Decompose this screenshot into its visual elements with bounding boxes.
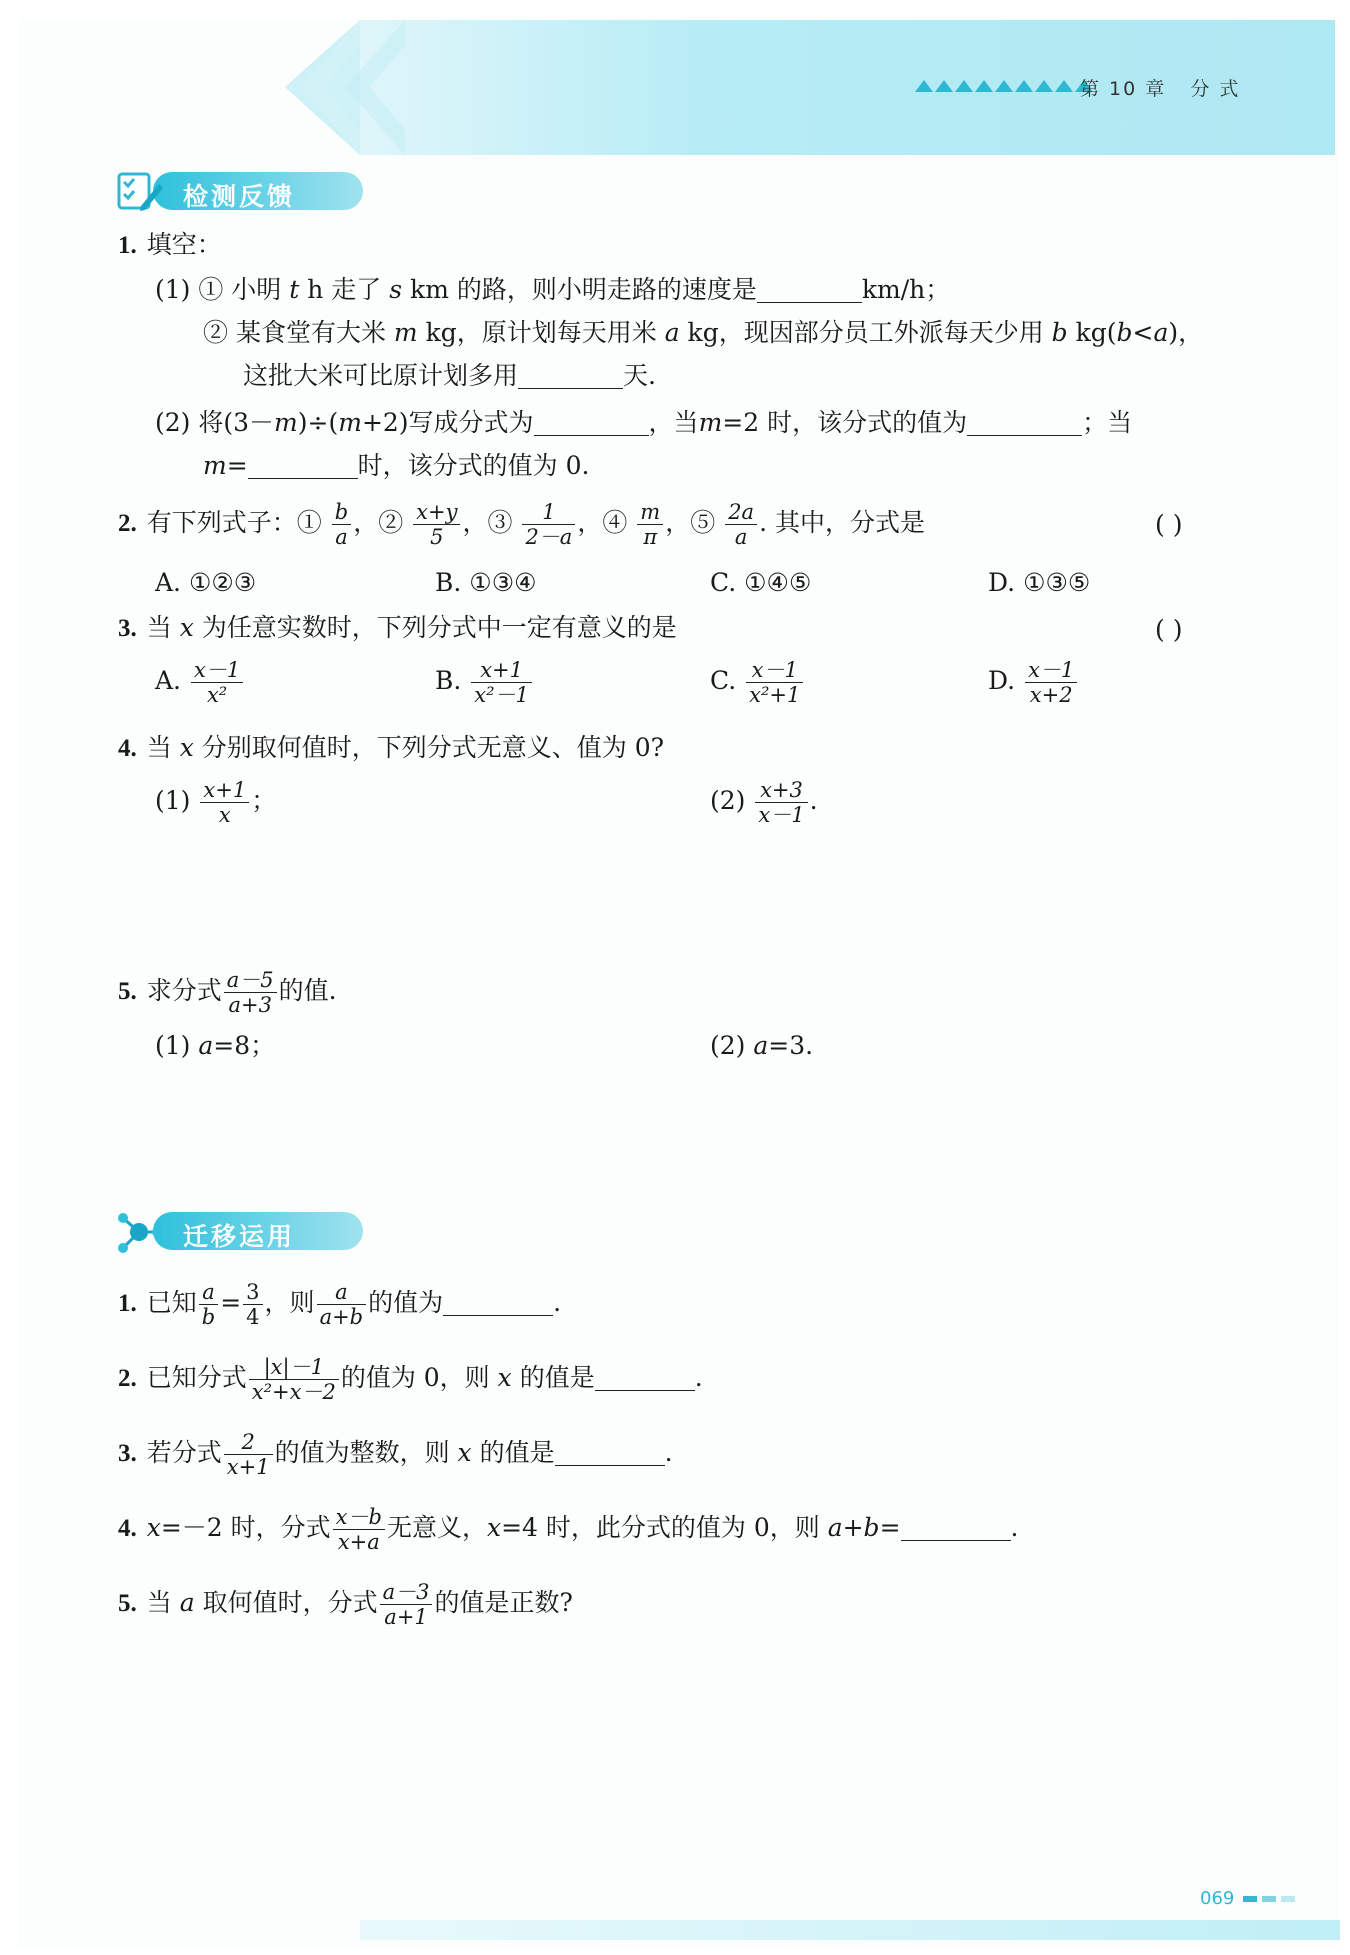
- fraction: [637, 500, 663, 549]
- text: km 的路，则小明走路的速度是: [402, 275, 757, 304]
- answer-blank[interactable]: [518, 363, 623, 389]
- text: kg，现因部分员工外派每天少用: [679, 318, 1044, 347]
- fraction: [200, 778, 249, 827]
- text: kg(: [1067, 318, 1117, 347]
- numerator: x－b: [333, 1505, 385, 1530]
- var: b: [1116, 318, 1133, 347]
- question-1-part-2: [155, 410, 1132, 436]
- answer-parentheses[interactable]: ( ): [1155, 510, 1183, 539]
- denominator: b: [201, 1305, 216, 1330]
- chapter-header: [1080, 74, 1240, 101]
- numerator: 2a: [725, 500, 757, 525]
- text: ，④: [577, 508, 628, 538]
- option-b[interactable]: [435, 570, 537, 595]
- text: ，则: [264, 1288, 315, 1318]
- text: 已知: [146, 1288, 197, 1318]
- var: a: [664, 318, 680, 347]
- text: .: [694, 1363, 703, 1393]
- fraction: [224, 1430, 273, 1479]
- denominator: x²+1: [749, 683, 801, 708]
- page-number: 069: [1200, 1888, 1235, 1909]
- var: m: [393, 318, 418, 347]
- fraction: [249, 1355, 339, 1404]
- var: s: [389, 275, 403, 304]
- text: 天.: [623, 361, 656, 390]
- text: 当: [146, 733, 172, 762]
- text: 的值为 0，则: [340, 1363, 490, 1393]
- answer-blank[interactable]: [901, 1515, 1011, 1541]
- denominator: x+2: [1029, 683, 1073, 708]
- numerator: a: [317, 1280, 367, 1305]
- var: t: [289, 275, 300, 304]
- text: 这批大米可比原计划多用: [243, 361, 519, 390]
- fraction: [413, 500, 460, 549]
- question-1: [118, 232, 222, 258]
- option-label: A.: [155, 666, 182, 696]
- var: a: [198, 1031, 214, 1060]
- text: km/h；: [861, 275, 951, 304]
- text: )，: [1168, 318, 1204, 347]
- text: <: [1132, 318, 1154, 347]
- var: a+b: [827, 1513, 880, 1543]
- numerator: x+3: [755, 778, 807, 803]
- text: 为任意实数时，下列分式中一定有意义的是: [201, 613, 677, 642]
- text: =－2 时，分式: [160, 1513, 331, 1543]
- option-b[interactable]: [435, 658, 534, 707]
- header-triangle-ornament: [915, 80, 1093, 92]
- fraction: [522, 500, 575, 549]
- text: 若分式: [146, 1438, 222, 1468]
- option-d[interactable]: [988, 658, 1079, 707]
- question-number: 3.: [118, 1440, 137, 1468]
- var: x: [179, 613, 194, 642]
- denominator: a: [734, 525, 748, 550]
- option-text: ①③⑤: [1023, 568, 1091, 597]
- question-1-part-1b: [203, 320, 1203, 345]
- text: (2): [710, 786, 746, 816]
- fraction: [332, 500, 351, 549]
- fraction: [380, 1580, 433, 1629]
- text: (2) 将(3－: [155, 408, 275, 437]
- denominator: 2－a: [525, 525, 573, 550]
- transfer-question-1: [118, 1280, 561, 1329]
- transfer-question-5: [118, 1580, 573, 1629]
- numerator: m: [637, 500, 663, 525]
- text: =4 时，此分式的值为 0，则: [501, 1513, 820, 1543]
- var: a: [179, 1588, 195, 1618]
- text: 分别取何值时，下列分式无意义、值为 0?: [201, 733, 665, 762]
- denominator: a: [335, 525, 348, 550]
- text: =8；: [213, 1031, 276, 1060]
- text: ①: [296, 508, 322, 538]
- text: ；: [251, 786, 277, 816]
- question-4: [118, 735, 664, 761]
- denominator: x+a: [337, 1530, 380, 1555]
- text: h 走了: [299, 275, 382, 304]
- text: ② 某食堂有大米: [203, 318, 386, 347]
- transfer-question-3: [118, 1430, 673, 1479]
- var: x: [146, 1513, 161, 1543]
- var: m: [274, 408, 298, 437]
- denominator: a+1: [384, 1605, 428, 1630]
- numerator: x－1: [1025, 658, 1077, 683]
- question-number: 1.: [118, 232, 137, 259]
- numerator: x+1: [200, 778, 249, 803]
- fraction: [725, 500, 757, 549]
- fraction: [317, 1280, 367, 1329]
- fraction: [755, 778, 807, 827]
- question-1-part-1c: [243, 363, 656, 389]
- denominator: 5: [430, 525, 444, 550]
- text: 已知分式: [146, 1363, 247, 1393]
- question-5: [118, 968, 337, 1017]
- arrow-decoration: [1243, 1896, 1257, 1902]
- question-stem: 有下列式子：: [146, 508, 297, 538]
- text: .: [553, 1288, 562, 1318]
- option-label: C.: [710, 666, 737, 696]
- text: (2): [710, 1031, 746, 1060]
- fraction: [199, 1280, 218, 1329]
- question-stem: 填空：: [146, 230, 222, 259]
- var: x: [457, 1438, 472, 1468]
- question-2: [118, 500, 925, 549]
- var: x: [497, 1363, 512, 1393]
- numerator: x+1: [471, 658, 532, 683]
- question-5-part-2: [710, 1033, 813, 1058]
- denominator: x: [218, 803, 231, 828]
- chapter-number: 第 10 章: [1080, 78, 1167, 100]
- text: . 其中，分式是: [759, 508, 925, 538]
- numerator: x－1: [191, 658, 243, 683]
- fraction: [191, 658, 243, 707]
- text: 无意义，: [386, 1513, 487, 1543]
- question-number: 1.: [118, 1290, 137, 1318]
- fraction: [333, 1505, 385, 1554]
- option-label: D.: [988, 666, 1016, 696]
- text: =: [226, 451, 248, 480]
- option-a[interactable]: [155, 658, 245, 707]
- question-number: 4.: [118, 735, 137, 762]
- question-4-part-2: [710, 778, 818, 827]
- fraction: [243, 1280, 262, 1329]
- numerator: 1: [522, 500, 575, 525]
- section-title: 检测反馈: [183, 182, 296, 211]
- text: .: [809, 786, 818, 816]
- question-number: 2.: [118, 1365, 137, 1393]
- text: =2 时，该分式的值为: [722, 408, 968, 437]
- text: .: [1010, 1513, 1019, 1543]
- arrow-decoration: [1262, 1896, 1276, 1902]
- denominator: a+b: [319, 1305, 364, 1330]
- numerator: |x|－1: [249, 1355, 339, 1380]
- fraction: [471, 658, 532, 707]
- text: =: [879, 1513, 901, 1543]
- var: b: [1051, 318, 1068, 347]
- text: 当: [146, 1588, 172, 1618]
- checklist-pen-icon: [115, 168, 163, 216]
- transfer-question-4: [118, 1505, 1018, 1554]
- denominator: π: [643, 525, 658, 550]
- text: =: [220, 1288, 242, 1318]
- question-1-part-2-cont: [203, 453, 589, 479]
- arrow-decoration: [1281, 1896, 1295, 1902]
- option-label: B.: [435, 568, 462, 597]
- option-d[interactable]: [988, 570, 1090, 595]
- text: ，②: [353, 508, 404, 538]
- fraction: [1025, 658, 1077, 707]
- text: (1): [155, 1031, 191, 1060]
- answer-blank[interactable]: [534, 410, 649, 436]
- option-text: ①③④: [469, 568, 537, 597]
- molecule-icon: [115, 1208, 163, 1256]
- text: 的值.: [278, 976, 337, 1006]
- numerator: a: [199, 1280, 218, 1305]
- numerator: x－1: [746, 658, 803, 683]
- question-number: 3.: [118, 615, 137, 642]
- denominator: 4: [246, 1305, 260, 1330]
- text: +2)写成分式为: [361, 408, 534, 437]
- text: ，当: [648, 408, 699, 437]
- option-text: ①④⑤: [744, 568, 812, 597]
- answer-parentheses[interactable]: ( ): [1155, 615, 1183, 644]
- var: a: [753, 1031, 769, 1060]
- numerator: b: [332, 500, 351, 525]
- denominator: x+1: [226, 1455, 270, 1480]
- section-title: 迁移运用: [183, 1222, 296, 1251]
- denominator: x²－1: [474, 683, 529, 708]
- text: 求分式: [146, 976, 222, 1006]
- var: x: [486, 1513, 502, 1543]
- text: 的值是正数?: [434, 1588, 573, 1618]
- option-label: A.: [155, 568, 182, 597]
- text: .: [664, 1438, 673, 1468]
- question-number: 5.: [118, 978, 137, 1006]
- answer-blank[interactable]: [967, 410, 1082, 436]
- var: m: [203, 451, 227, 480]
- answer-blank[interactable]: [248, 453, 358, 479]
- answer-blank[interactable]: [555, 1440, 665, 1466]
- text: ；当: [1082, 408, 1133, 437]
- var: x: [179, 733, 194, 762]
- section-header-transfer: [115, 1208, 375, 1252]
- option-c[interactable]: [710, 658, 805, 707]
- numerator: a－5: [224, 968, 277, 993]
- text: (1): [155, 786, 191, 816]
- text: ，③: [462, 508, 513, 538]
- option-label: D.: [988, 568, 1016, 597]
- option-label: C.: [710, 568, 737, 597]
- text: 时，该分式的值为 0.: [357, 451, 590, 480]
- var: a: [1153, 318, 1169, 347]
- text: (1) ① 小明: [155, 275, 282, 304]
- answer-blank[interactable]: [443, 1290, 553, 1316]
- option-text: ①②③: [188, 568, 257, 597]
- question-number: 4.: [118, 1515, 137, 1543]
- numerator: x+y: [413, 500, 460, 525]
- numerator: 3: [243, 1280, 262, 1305]
- answer-blank[interactable]: [595, 1365, 695, 1391]
- text: 的值是: [479, 1438, 555, 1468]
- numerator: a－3: [380, 1580, 433, 1605]
- denominator: x－1: [758, 803, 805, 828]
- transfer-question-2: [118, 1355, 703, 1404]
- question-3: [118, 615, 677, 641]
- var: m: [698, 408, 723, 437]
- option-a[interactable]: [155, 570, 256, 595]
- option-c[interactable]: [710, 570, 811, 595]
- fraction: [224, 968, 277, 1017]
- option-label: B.: [435, 666, 462, 696]
- chapter-title: 分 式: [1190, 78, 1241, 100]
- text: =3.: [768, 1031, 814, 1060]
- denominator: x²: [206, 683, 228, 708]
- question-1-part-1a: [155, 277, 950, 303]
- fraction: [746, 658, 803, 707]
- text: 的值为: [368, 1288, 444, 1318]
- text: kg，原计划每天用米: [417, 318, 657, 347]
- denominator: x²+x－2: [251, 1380, 336, 1405]
- question-number: 2.: [118, 510, 137, 538]
- var: m: [338, 408, 362, 437]
- denominator: a+3: [228, 993, 272, 1018]
- footer-band: [360, 1920, 1340, 1940]
- question-number: 5.: [118, 1590, 137, 1618]
- question-5-part-1: [155, 1033, 275, 1058]
- numerator: 2: [224, 1430, 273, 1455]
- text: 当: [146, 613, 172, 642]
- question-4-part-1: [155, 778, 276, 827]
- answer-blank[interactable]: [757, 277, 862, 303]
- section-header-feedback: [115, 168, 375, 212]
- text: 取何值时，分式: [202, 1588, 378, 1618]
- text: 的值为整数，则: [274, 1438, 450, 1468]
- text: ，⑤: [665, 508, 716, 538]
- header-chevron-decoration: [345, 20, 405, 155]
- text: )÷(: [297, 408, 339, 437]
- text: 的值是: [519, 1363, 595, 1393]
